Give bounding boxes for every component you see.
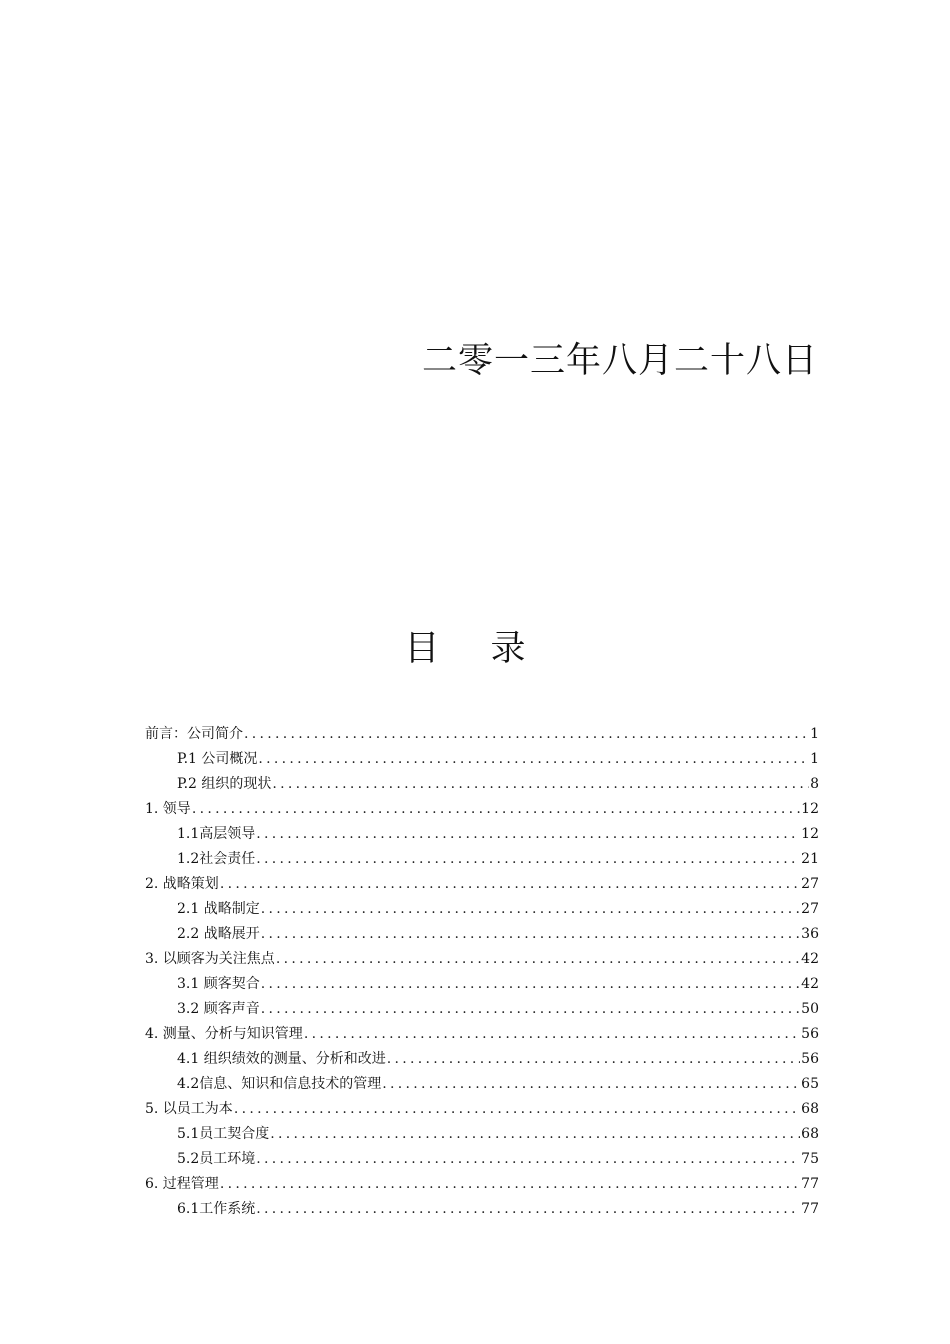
toc-entry-label: P.1 公司概况	[177, 751, 258, 767]
toc-entry-page: 27	[801, 876, 819, 892]
toc-entry-page: 8	[810, 776, 819, 792]
document-date: 二零一三年八月二十八日	[421, 341, 818, 381]
toc-entry[interactable]	[145, 922, 819, 947]
toc-leader-dots	[256, 822, 800, 847]
toc-leader-dots	[258, 747, 809, 772]
toc-entry-label: 4.1 组织绩效的测量、分析和改进	[177, 1051, 386, 1067]
toc-leader-dots	[387, 1047, 800, 1072]
toc-entry-page: 21	[801, 851, 819, 867]
toc-leader-dots	[220, 1172, 800, 1197]
toc-entry-page: 50	[801, 1001, 819, 1017]
toc-entry[interactable]	[145, 1172, 819, 1197]
toc-leader-dots	[261, 972, 800, 997]
toc-entry-label: 4. 测量、分析与知识管理	[145, 1026, 303, 1042]
toc-entry[interactable]	[145, 1072, 819, 1097]
toc-entry-page: 68	[801, 1126, 819, 1142]
toc-entry-label: 5.2员工环境	[177, 1151, 256, 1167]
toc-entry-page: 77	[801, 1176, 819, 1192]
toc-leader-dots	[261, 997, 800, 1022]
toc-leader-dots	[234, 1097, 800, 1122]
toc-entry[interactable]	[145, 772, 819, 797]
toc-entry-page: 42	[801, 976, 819, 992]
toc-entry[interactable]	[145, 947, 819, 972]
toc-entry-page: 77	[801, 1201, 819, 1217]
toc-leader-dots	[244, 722, 809, 747]
toc-entry[interactable]	[145, 847, 819, 872]
toc-entry[interactable]	[145, 972, 819, 997]
toc-entry-page: 1	[810, 726, 819, 742]
toc-leader-dots	[261, 897, 800, 922]
toc-leader-dots	[192, 797, 800, 822]
toc-entry[interactable]	[145, 1097, 819, 1122]
toc-entry[interactable]	[145, 1047, 819, 1072]
toc-entry[interactable]	[145, 822, 819, 847]
toc-title: 目 录	[404, 629, 546, 669]
toc-leader-dots	[382, 1072, 800, 1097]
toc-entry[interactable]	[145, 872, 819, 897]
toc-entry[interactable]	[145, 1022, 819, 1047]
toc-entry-page: 12	[801, 826, 819, 842]
toc-entry-label: 2.2 战略展开	[177, 926, 260, 942]
toc-leader-dots	[270, 1122, 800, 1147]
toc-entry-label: 前言：公司简介	[145, 726, 243, 742]
toc-entry[interactable]	[145, 1197, 819, 1222]
toc-entry[interactable]	[145, 722, 819, 747]
toc-entry-label: 6.1工作系统	[177, 1201, 256, 1217]
toc-entry[interactable]	[145, 747, 819, 772]
toc-leader-dots	[261, 922, 800, 947]
toc-leader-dots	[272, 772, 809, 797]
toc-entry[interactable]	[145, 997, 819, 1022]
toc-entry-page: 42	[801, 951, 819, 967]
toc-entry-page: 68	[801, 1101, 819, 1117]
toc-entry-page: 65	[801, 1076, 819, 1092]
toc-entry-label: 6. 过程管理	[145, 1176, 219, 1192]
toc-entry-page: 1	[810, 751, 819, 767]
toc-entry-page: 12	[801, 801, 819, 817]
toc-entry-label: 3.1 顾客契合	[177, 976, 260, 992]
toc-entry-page: 56	[801, 1051, 819, 1067]
toc-entry-page: 36	[801, 926, 819, 942]
toc-leader-dots	[304, 1022, 800, 1047]
toc-entry-label: 1.1高层领导	[177, 826, 256, 842]
toc-leader-dots	[256, 1147, 800, 1172]
toc-entry-label: 5.1员工契合度	[177, 1126, 270, 1142]
toc-entry-page: 56	[801, 1026, 819, 1042]
toc-entry-page: 27	[801, 901, 819, 917]
toc-entry[interactable]	[145, 797, 819, 822]
table-of-contents	[145, 722, 819, 1222]
toc-entry-label: 3.2 顾客声音	[177, 1001, 260, 1017]
toc-leader-dots	[256, 847, 800, 872]
toc-entry-label: 2.1 战略制定	[177, 901, 260, 917]
toc-entry-label: 4.2信息、知识和信息技术的管理	[177, 1076, 382, 1092]
toc-entry-label: P.2 组织的现状	[177, 776, 272, 792]
toc-entry-page: 75	[801, 1151, 819, 1167]
toc-leader-dots	[276, 947, 800, 972]
toc-entry[interactable]	[145, 1122, 819, 1147]
toc-leader-dots	[220, 872, 800, 897]
toc-entry-label: 1.2社会责任	[177, 851, 256, 867]
toc-entry-label: 2. 战略策划	[145, 876, 219, 892]
toc-entry[interactable]	[145, 897, 819, 922]
toc-leader-dots	[256, 1197, 800, 1222]
toc-entry-label: 1. 领导	[145, 801, 191, 817]
toc-entry[interactable]	[145, 1147, 819, 1172]
toc-entry-label: 3. 以顾客为关注焦点	[145, 951, 275, 967]
toc-entry-label: 5. 以员工为本	[145, 1101, 233, 1117]
